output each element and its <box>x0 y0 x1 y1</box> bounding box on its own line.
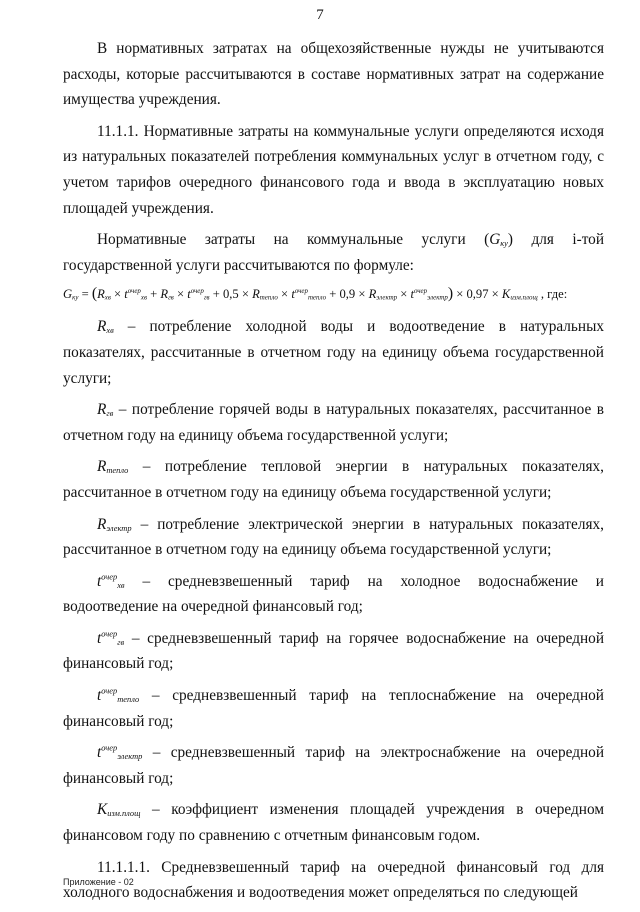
text-run: , где: <box>537 287 568 302</box>
math-subscript: изм.площ <box>510 295 538 303</box>
math-symbol: t <box>410 287 414 302</box>
math-superscript: очер <box>127 288 141 296</box>
text-run: – средневзвешенный тариф на теплоснабжение на очередной финансовый год; <box>63 687 604 730</box>
formula-gku <box>63 282 604 306</box>
text-run: 11.1.1.1. Средневзвешенный тариф на очередной финансовый год для холодного водоснабжения и водоотведения может определяться по следующей <box>63 858 604 902</box>
text-run: × 0,97 × <box>453 287 502 302</box>
math-subscript: ку <box>72 295 79 303</box>
math-subscript: ку <box>500 239 508 249</box>
formula-parenthesis: ) <box>447 285 454 303</box>
math-symbol: G <box>489 231 501 249</box>
math-superscript: очер <box>101 686 118 696</box>
math-superscript: очер <box>294 288 308 296</box>
math-symbol: R <box>252 287 260 302</box>
math-symbol: t <box>97 687 102 705</box>
math-superscript: очер <box>101 572 118 582</box>
text-run: + 0,5 × <box>209 287 253 302</box>
math-subscript: хв <box>117 580 125 590</box>
formula-parenthesis: ( <box>91 285 98 303</box>
definition-t-gv <box>63 626 604 677</box>
math-symbol: R <box>160 287 169 302</box>
text-run: + <box>146 287 161 302</box>
math-symbol: R <box>97 458 107 476</box>
math-subscript: хв <box>140 295 147 303</box>
math-symbol: G <box>63 287 73 302</box>
definition-k-izm-plosch <box>63 797 604 848</box>
math-symbol: t <box>97 744 102 762</box>
math-symbol: t <box>291 287 295 302</box>
definition-t-hv <box>63 569 604 620</box>
definition-r-elektr <box>63 512 604 563</box>
text-run: × <box>397 287 411 302</box>
math-superscript: очер <box>413 288 428 296</box>
paragraph-formula-intro <box>63 227 604 278</box>
math-symbol: R <box>368 287 377 302</box>
text-run: – средневзвешенный тариф на электроснабжение на очередной финансовый год; <box>63 744 604 787</box>
math-symbol: R <box>97 287 105 302</box>
text-run: 11.1.1. Нормативные затраты на коммунальные услуги определяются исходя из натуральных показателей потребления коммунальных услуг в отчетном году, с учетом тарифов очередного финансового года и ввода в эксплуатацию новых площадей учреждения. <box>63 122 604 217</box>
text-run: = <box>78 287 92 302</box>
math-superscript: очер <box>101 629 118 639</box>
math-subscript: тепло <box>106 466 129 476</box>
text-run: × <box>277 287 292 302</box>
math-symbol: R <box>97 318 107 336</box>
text-run: – средневзвешенный тариф на горячее водоснабжение на очередной финансовый год; <box>63 629 604 673</box>
definition-r-gv <box>63 397 604 448</box>
text-run: – средневзвешенный тариф на холодное водоснабжение и водоотведение на очередной финансовый год; <box>63 572 604 616</box>
definition-r-teplo <box>63 454 604 505</box>
math-symbol: t <box>124 287 128 302</box>
math-subscript: гв <box>168 295 174 303</box>
math-subscript: хв <box>106 326 114 336</box>
document-body <box>63 36 604 912</box>
math-subscript: хв <box>104 295 111 303</box>
text-run: × <box>173 287 188 302</box>
page-number: 7 <box>316 7 324 23</box>
math-subscript: гв <box>106 409 114 419</box>
math-subscript: электр <box>106 523 132 533</box>
math-subscript: тепло <box>259 295 278 303</box>
text-run: – потребление холодной воды и водоотведение в натуральных показателях, рассчитанные в отчетном году на единицу объема государственной услуги; <box>63 318 604 387</box>
text-run: Нормативные затраты на коммунальные услуги ( <box>97 231 490 249</box>
math-symbol: K <box>501 287 511 302</box>
math-superscript: очер <box>101 743 118 753</box>
math-symbol: K <box>97 801 108 819</box>
math-symbol: t <box>187 287 191 302</box>
math-symbol: R <box>97 515 107 533</box>
text-run: – потребление горячей воды в натуральных показателях, рассчитанное в отчетном году на единицу объема государственной услуги; <box>63 401 604 444</box>
paragraph-11-1-1-1 <box>63 855 604 906</box>
text-run: – коэффициент изменения площадей учреждения в очередном финансовом году по сравнению с отчетным финансовым годом. <box>63 801 604 845</box>
math-subscript: изм.площ <box>107 809 141 819</box>
definition-r-hv <box>63 314 604 391</box>
math-subscript: электр <box>376 295 398 303</box>
text-run: – потребление тепловой энергии в натуральных показателях, рассчитанное в отчетном году на единицу объема государственной услуги; <box>63 458 604 501</box>
text-run: ) для i-той государственной услуги рассчитываются по формуле: <box>63 231 605 274</box>
math-symbol: t <box>97 629 102 647</box>
paragraph-general-needs <box>63 36 604 113</box>
math-symbol: R <box>97 401 107 419</box>
math-superscript: очер <box>190 288 204 296</box>
text-run: + 0,9 × <box>326 287 369 302</box>
definition-t-teplo <box>63 683 604 734</box>
math-subscript: тепло <box>117 695 140 705</box>
math-subscript: тепло <box>307 295 327 303</box>
math-symbol: t <box>97 572 102 590</box>
text-run: В нормативных затратах на общехозяйственные нужды не учитываются расходы, которые рассчитываются в составе нормативных затрат на содержание имущества учреждения. <box>63 40 604 109</box>
math-subscript: гв <box>203 295 210 303</box>
math-subscript: гв <box>117 637 125 647</box>
footer-appendix-label: Приложение - 02 <box>63 877 134 887</box>
definition-t-elektr <box>63 740 604 791</box>
math-subscript: электр <box>117 752 143 762</box>
math-subscript: электр <box>427 295 448 303</box>
text-run: – потребление электрической энергии в натуральных показателях, рассчитанное в отчетном году на единицу объема государственной услуги; <box>63 515 604 559</box>
text-run: × <box>110 287 125 302</box>
paragraph-11-1-1 <box>63 119 604 221</box>
